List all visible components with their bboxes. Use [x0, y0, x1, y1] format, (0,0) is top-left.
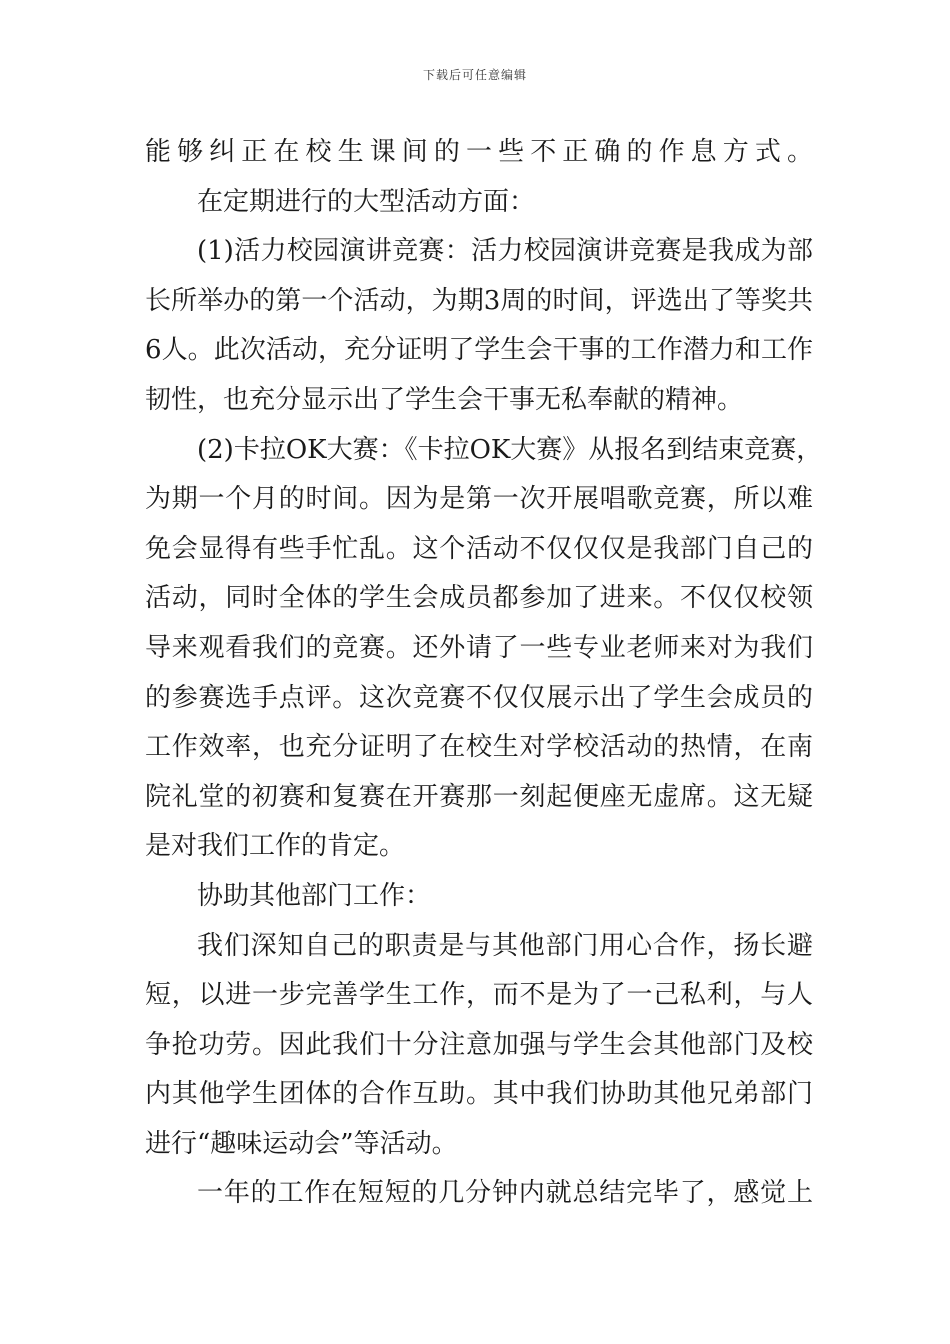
text-line: 协助其他部门工作： — [197, 880, 432, 911]
text-line: 在定期进行的大型活动方面： — [197, 186, 536, 217]
text-line: 内其他学生团体的合作互助。其中我们协助其他兄弟部门 — [145, 1079, 813, 1110]
text-line: 韧性，也充分显示出了学生会干事无私奉献的精神。 — [145, 384, 744, 415]
text-line: 活动，同时全体的学生会成员都参加了进来。不仅仅校领 — [145, 583, 813, 614]
text-line: 免会显得有些手忙乱。这个活动不仅仅仅是我部门自己的 — [145, 533, 813, 564]
text-line: (2)卡拉OK大赛：《卡拉OK大赛》从报名到结束竞赛， — [197, 434, 823, 465]
text-line: 工作效率，也充分证明了在校生对学校活动的热情，在南 — [145, 732, 813, 763]
text-line: (1)活力校园演讲竞赛：活力校园演讲竞赛是我成为部 — [197, 236, 813, 267]
text-line: 的参赛选手点评。这次竞赛不仅仅展示出了学生会成员的 — [145, 682, 813, 713]
text-line: 短，以进一步完善学生工作，而不是为了一己私利，与人 — [145, 980, 813, 1011]
page-header: 下载后可任意编辑 — [422, 68, 527, 82]
text-line: 能够纠正在校生课间的一些不正确的作息方式。 — [145, 137, 813, 167]
text-line: 是对我们工作的肯定。 — [145, 831, 406, 862]
text-line: 我们深知自己的职责是与其他部门用心合作，扬长避 — [197, 930, 813, 961]
text-line: 院礼堂的初赛和复赛在开赛那一刻起便座无虚席。这无疑 — [145, 781, 813, 812]
text-line: 争抢功劳。因此我们十分注意加强与学生会其他部门及校 — [145, 1029, 813, 1060]
text-line: 为期一个月的时间。因为是第一次开展唱歌竞赛，所以难 — [145, 484, 813, 515]
text-line: 进行“趣味运动会”等活动。 — [145, 1128, 458, 1159]
text-line: 一年的工作在短短的几分钟内就总结完毕了，感觉上 — [197, 1178, 813, 1209]
text-line: 6人。此次活动，充分证明了学生会干事的工作潜力和工作 — [145, 335, 813, 366]
text-line: 长所举办的第一个活动，为期3周的时间，评选出了等奖共 — [145, 285, 813, 316]
text-line: 导来观看我们的竞赛。还外请了一些专业老师来对为我们 — [145, 632, 813, 663]
body-text — [145, 128, 823, 1219]
